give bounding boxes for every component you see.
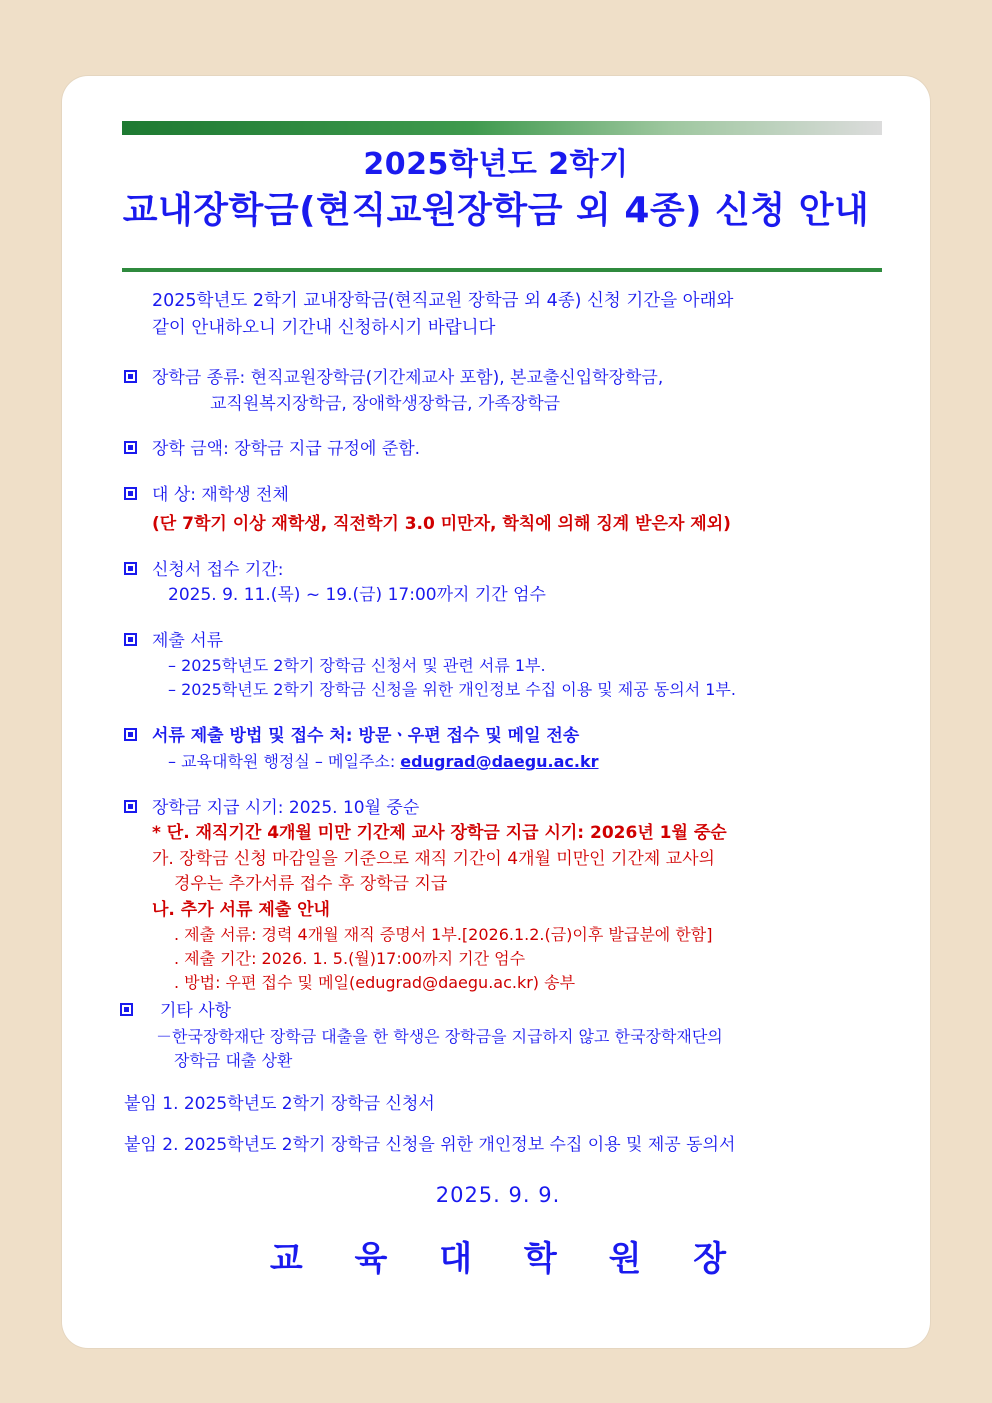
- decorative-top-bar: [122, 121, 882, 135]
- email-link[interactable]: edugrad@daegu.ac.kr: [400, 751, 599, 771]
- item-application-period: [90, 558, 906, 609]
- scholarship-types-line-2: 교직원복지장학금, 장애학생장학금, 가족장학금: [210, 393, 561, 414]
- document-body: [90, 288, 906, 1280]
- payment-schedule-b-docs: . 제출 서류: 경력 4개월 재직 증명서 1부.[2026.1.2.(금)이후 발급분에 한함]: [174, 925, 713, 945]
- square-bullet-icon: [124, 728, 137, 741]
- notice-page: [62, 76, 930, 1348]
- square-bullet-icon: [120, 1003, 133, 1016]
- square-bullet-icon: [124, 800, 137, 813]
- payment-schedule-a-line-1: 가. 장학금 신청 마감일을 기준으로 재직 기간이 4개월 미만인 기간제 교사의: [152, 848, 715, 869]
- scholarship-amount-line-1: 장학 금액: 장학금 지급 규정에 준함.: [152, 439, 421, 460]
- square-bullet-icon: [124, 562, 137, 575]
- attachment-1: 붙임 1. 2025학년도 2학기 장학금 신청서: [124, 1093, 435, 1114]
- attachment-2: 붙임 2. 2025학년도 2학기 장학금 신청을 위한 개인정보 수집 이용 및 제공 동의서: [124, 1134, 736, 1155]
- item-scholarship-amount: [90, 437, 906, 463]
- square-bullet-icon: [124, 370, 137, 383]
- title-divider: [122, 268, 882, 272]
- title-line-2: 교내장학금(현직교원장학금 외 4종) 신청 안내: [122, 189, 870, 231]
- required-documents-label: 제출 서류: [152, 630, 224, 651]
- intro-line-1: 2025학년도 2학기 교내장학금(현직교원 장학금 외 4종) 신청 기간을 아래와: [152, 291, 734, 311]
- item-required-documents: [90, 629, 906, 703]
- other-notes-line-2: 장학금 대출 상환: [174, 1050, 293, 1070]
- square-bullet-icon: [124, 633, 137, 646]
- page-inner: [62, 76, 930, 1348]
- item-other-notes: [90, 999, 906, 1073]
- eligibility-exception: (단 7학기 이상 재학생, 직전학기 3.0 미만자, 학칙에 의해 징계 받은자 제외): [152, 514, 731, 535]
- payment-schedule-b-period: . 제출 기간: 2026. 1. 5.(월)17:00까지 기간 엄수: [174, 949, 526, 969]
- submission-office-text: – 교육대학원 행정실 – 메일주소:: [168, 751, 401, 771]
- document-date: 2025. 9. 9.: [435, 1182, 561, 1207]
- required-documents-item-1: – 2025학년도 2학기 장학금 신청서 및 관련 서류 1부.: [168, 656, 546, 676]
- item-submission-method: [90, 724, 906, 774]
- submission-method-line-2: [152, 750, 906, 774]
- page-title: [102, 146, 890, 234]
- payment-schedule-b-method: . 방법: 우편 접수 및 메일(edugrad@daegu.ac.kr) 송부: [174, 973, 576, 993]
- title-line-1: 2025학년도 2학기: [363, 147, 629, 182]
- scholarship-types-line-1: 장학금 종류: 현직교원장학금(기간제교사 포함), 본교출신입학장학금,: [152, 368, 664, 389]
- submission-method-line-1: 서류 제출 방법 및 접수 처: 방문ㆍ우편 접수 및 메일 전송: [152, 726, 580, 747]
- other-notes-label: 기타 사항: [160, 1001, 232, 1022]
- document-signer: 교 육 대 학 원 장: [269, 1238, 747, 1279]
- square-bullet-icon: [124, 441, 137, 454]
- eligibility-line-1: 대 상: 재학생 전체: [152, 484, 289, 505]
- intro-paragraph: [90, 288, 906, 342]
- other-notes-line-1: －한국장학재단 장학금 대출을 한 학생은 장학금을 지급하지 않고 한국장학재단의: [156, 1026, 723, 1046]
- item-payment-schedule: [90, 796, 906, 996]
- payment-schedule-b-title: 나. 추가 서류 제출 안내: [152, 899, 330, 920]
- square-bullet-icon: [124, 487, 137, 500]
- required-documents-item-2: – 2025학년도 2학기 장학금 신청을 위한 개인정보 수집 이용 및 제공 동의서 1부.: [168, 680, 736, 700]
- application-period-label: 신청서 접수 기간:: [152, 559, 284, 580]
- application-period-value: 2025. 9. 11.(목) ~ 19.(금) 17:00까지 기간 엄수: [168, 585, 546, 606]
- payment-schedule-a-line-2: 경우는 추가서류 접수 후 장학금 지급: [174, 874, 448, 895]
- intro-line-2: 같이 안내하오니 기간내 신청하시기 바랍니다: [152, 318, 496, 339]
- item-eligibility: [90, 483, 906, 538]
- item-scholarship-types: [90, 366, 906, 417]
- payment-schedule-note: * 단. 재직기간 4개월 미만 기간제 교사 장학금 지급 시기: 2026년 1월 중순: [152, 823, 727, 844]
- payment-schedule-line-1: 장학금 지급 시기: 2025. 10월 중순: [152, 797, 420, 818]
